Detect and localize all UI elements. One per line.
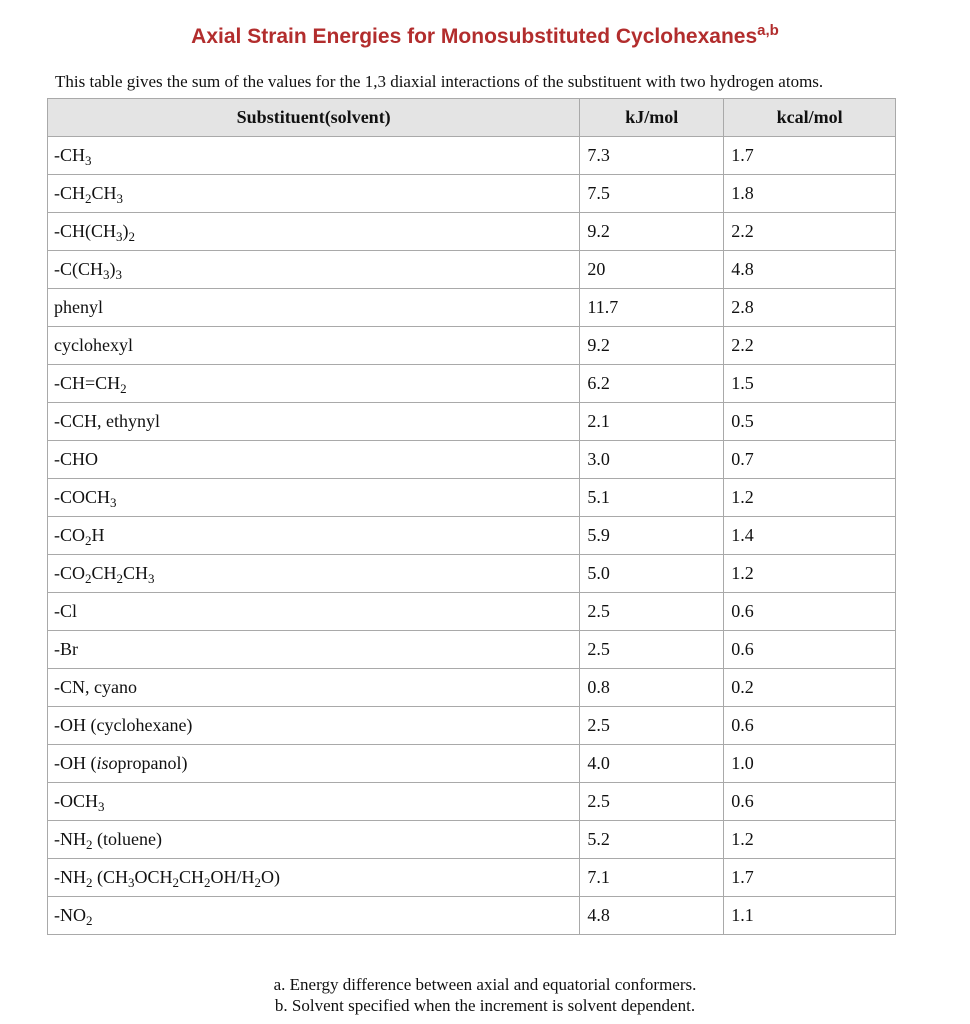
kcal-value-cell: 0.7	[724, 441, 896, 479]
subscript: 2	[85, 191, 92, 206]
subscript: 2	[204, 875, 211, 890]
kcal-value-cell: 0.6	[724, 631, 896, 669]
kcal-value-cell: 1.7	[724, 859, 896, 897]
substituent-cell	[48, 555, 580, 593]
substituent-cell	[48, 745, 580, 783]
table-row	[48, 213, 896, 251]
formula-text: -Br	[54, 639, 78, 659]
kcal-value-cell: 0.6	[724, 593, 896, 631]
formula-text: iso	[96, 753, 118, 773]
kcal-value-cell: 1.5	[724, 365, 896, 403]
table-row	[48, 821, 896, 859]
substituent-cell	[48, 175, 580, 213]
substituent-cell	[48, 593, 580, 631]
substituent-cell	[48, 213, 580, 251]
formula-text: propanol)	[117, 753, 188, 773]
kcal-value-cell: 0.2	[724, 669, 896, 707]
table-row	[48, 669, 896, 707]
table-row	[48, 859, 896, 897]
table-row	[48, 479, 896, 517]
table-row	[48, 593, 896, 631]
substituent-cell	[48, 137, 580, 175]
kcal-value-cell: 2.8	[724, 289, 896, 327]
substituent-cell	[48, 289, 580, 327]
subscript: 2	[85, 571, 92, 586]
kcal-value-cell: 0.5	[724, 403, 896, 441]
kcal-value-cell: 2.2	[724, 327, 896, 365]
kj-value-cell: 7.5	[580, 175, 724, 213]
header-kcal: kcal/mol	[724, 99, 896, 137]
kj-value-cell: 4.0	[580, 745, 724, 783]
footnotes	[0, 974, 970, 1016]
header-substituent: Substituent(solvent)	[48, 99, 580, 137]
substituent-cell	[48, 631, 580, 669]
kj-value-cell: 11.7	[580, 289, 724, 327]
formula-text: CH	[91, 563, 117, 583]
kcal-value-cell: 1.8	[724, 175, 896, 213]
table-row	[48, 175, 896, 213]
subscript: 2	[128, 229, 135, 244]
table-row	[48, 289, 896, 327]
formula-text: )	[122, 221, 129, 241]
subscript: 2	[172, 875, 180, 890]
footnote-b: b. Solvent specified when the increment is solvent dependent.	[274, 996, 696, 1015]
formula-text: O)	[261, 867, 281, 887]
formula-text: -NH	[54, 829, 86, 849]
kcal-value-cell: 1.2	[724, 479, 896, 517]
subscript: 2	[120, 381, 127, 396]
substituent-cell	[48, 365, 580, 403]
subscript: 3	[148, 571, 155, 586]
kj-value-cell: 2.1	[580, 403, 724, 441]
subscript: 2	[254, 875, 262, 890]
subscript: 3	[116, 229, 123, 244]
table-row	[48, 441, 896, 479]
table-row	[48, 707, 896, 745]
formula-text: -CHO	[54, 449, 98, 469]
kj-value-cell: 0.8	[580, 669, 724, 707]
kj-value-cell: 5.9	[580, 517, 724, 555]
title-superscript: a,b	[757, 22, 779, 39]
subscript: 3	[98, 799, 105, 814]
formula-text: -NH	[54, 867, 86, 887]
subscript: 2	[86, 913, 93, 928]
formula-text: -CCH, ethynyl	[54, 411, 160, 431]
formula-text: CH	[123, 563, 149, 583]
subscript: 2	[85, 533, 92, 548]
kj-value-cell: 5.0	[580, 555, 724, 593]
substituent-cell	[48, 327, 580, 365]
kj-value-cell: 5.1	[580, 479, 724, 517]
page-title	[0, 22, 970, 49]
header-kj: kJ/mol	[580, 99, 724, 137]
kj-value-cell: 7.3	[580, 137, 724, 175]
kcal-value-cell: 1.0	[724, 745, 896, 783]
kcal-value-cell: 2.2	[724, 213, 896, 251]
formula-text: -OH (	[54, 753, 97, 773]
kj-value-cell: 2.5	[580, 783, 724, 821]
formula-text: -CH(CH	[54, 221, 116, 241]
kj-value-cell: 2.5	[580, 707, 724, 745]
formula-text: -OCH	[54, 791, 98, 811]
formula-text: -NO	[54, 905, 86, 925]
subscript: 3	[116, 191, 124, 206]
formula-text: -OH (cyclohexane)	[54, 715, 193, 735]
subscript: 2	[86, 875, 93, 890]
kcal-value-cell: 1.1	[724, 897, 896, 935]
kj-value-cell: 7.1	[580, 859, 724, 897]
subscript: 3	[110, 495, 117, 510]
formula-text: -CH	[54, 183, 85, 203]
kj-value-cell: 6.2	[580, 365, 724, 403]
table-row	[48, 783, 896, 821]
formula-text: -CH=CH	[54, 373, 121, 393]
formula-text: -CH	[54, 145, 85, 165]
substituent-cell	[48, 897, 580, 935]
substituent-cell	[48, 251, 580, 289]
substituent-cell	[48, 669, 580, 707]
table-row	[48, 251, 896, 289]
formula-text: cyclohexyl	[54, 335, 133, 355]
substituent-cell	[48, 859, 580, 897]
substituent-cell	[48, 783, 580, 821]
kcal-value-cell: 1.4	[724, 517, 896, 555]
kcal-value-cell: 1.2	[724, 821, 896, 859]
table-row	[48, 897, 896, 935]
formula-text: -COCH	[54, 487, 111, 507]
subscript: 2	[116, 571, 124, 586]
kj-value-cell: 2.5	[580, 593, 724, 631]
table-row	[48, 365, 896, 403]
formula-text: -CN, cyano	[54, 677, 137, 697]
kj-value-cell: 4.8	[580, 897, 724, 935]
kj-value-cell: 2.5	[580, 631, 724, 669]
substituent-cell	[48, 517, 580, 555]
formula-text: -CO	[54, 563, 85, 583]
strain-energy-table	[47, 98, 896, 935]
kcal-value-cell: 0.6	[724, 783, 896, 821]
kcal-value-cell: 1.7	[724, 137, 896, 175]
formula-text: (CH	[92, 867, 128, 887]
substituent-cell	[48, 479, 580, 517]
formula-text: -Cl	[54, 601, 78, 621]
substituent-cell	[48, 441, 580, 479]
kj-value-cell: 20	[580, 251, 724, 289]
formula-text: phenyl	[54, 297, 103, 317]
kj-value-cell: 9.2	[580, 327, 724, 365]
table-header-row	[48, 99, 896, 137]
formula-text: H	[91, 525, 105, 545]
table-row	[48, 403, 896, 441]
subscript: 2	[86, 837, 93, 852]
subscript: 3	[115, 267, 122, 282]
table-row	[48, 631, 896, 669]
formula-text: (toluene)	[92, 829, 162, 849]
subscript: 3	[128, 875, 135, 890]
table-row	[48, 517, 896, 555]
table-row	[48, 137, 896, 175]
table-row	[48, 327, 896, 365]
kj-value-cell: 3.0	[580, 441, 724, 479]
formula-text: -C(CH	[54, 259, 103, 279]
substituent-cell	[48, 821, 580, 859]
formula-text: CH	[179, 867, 205, 887]
table-row	[48, 555, 896, 593]
footnote-a: a. Energy difference between axial and equatorial conformers.	[273, 975, 697, 994]
table-body	[48, 137, 896, 935]
kj-value-cell: 5.2	[580, 821, 724, 859]
kcal-value-cell: 1.2	[724, 555, 896, 593]
subscript: 3	[103, 267, 110, 282]
substituent-cell	[48, 707, 580, 745]
substituent-cell	[48, 403, 580, 441]
subscript: 3	[85, 153, 92, 168]
formula-text: CH	[91, 183, 117, 203]
table-row	[48, 745, 896, 783]
kj-value-cell: 9.2	[580, 213, 724, 251]
intro-text: This table gives the sum of the values for the 1,3 diaxial interactions of the substituent with two hydrogen atoms.	[55, 72, 824, 91]
formula-text: -CO	[54, 525, 85, 545]
title-text: Axial Strain Energies for Monosubstituted Cyclohexanes	[191, 25, 758, 48]
kcal-value-cell: 4.8	[724, 251, 896, 289]
formula-text: )	[109, 259, 116, 279]
formula-text: OCH	[134, 867, 173, 887]
formula-text: OH/H	[210, 867, 255, 887]
kcal-value-cell: 0.6	[724, 707, 896, 745]
